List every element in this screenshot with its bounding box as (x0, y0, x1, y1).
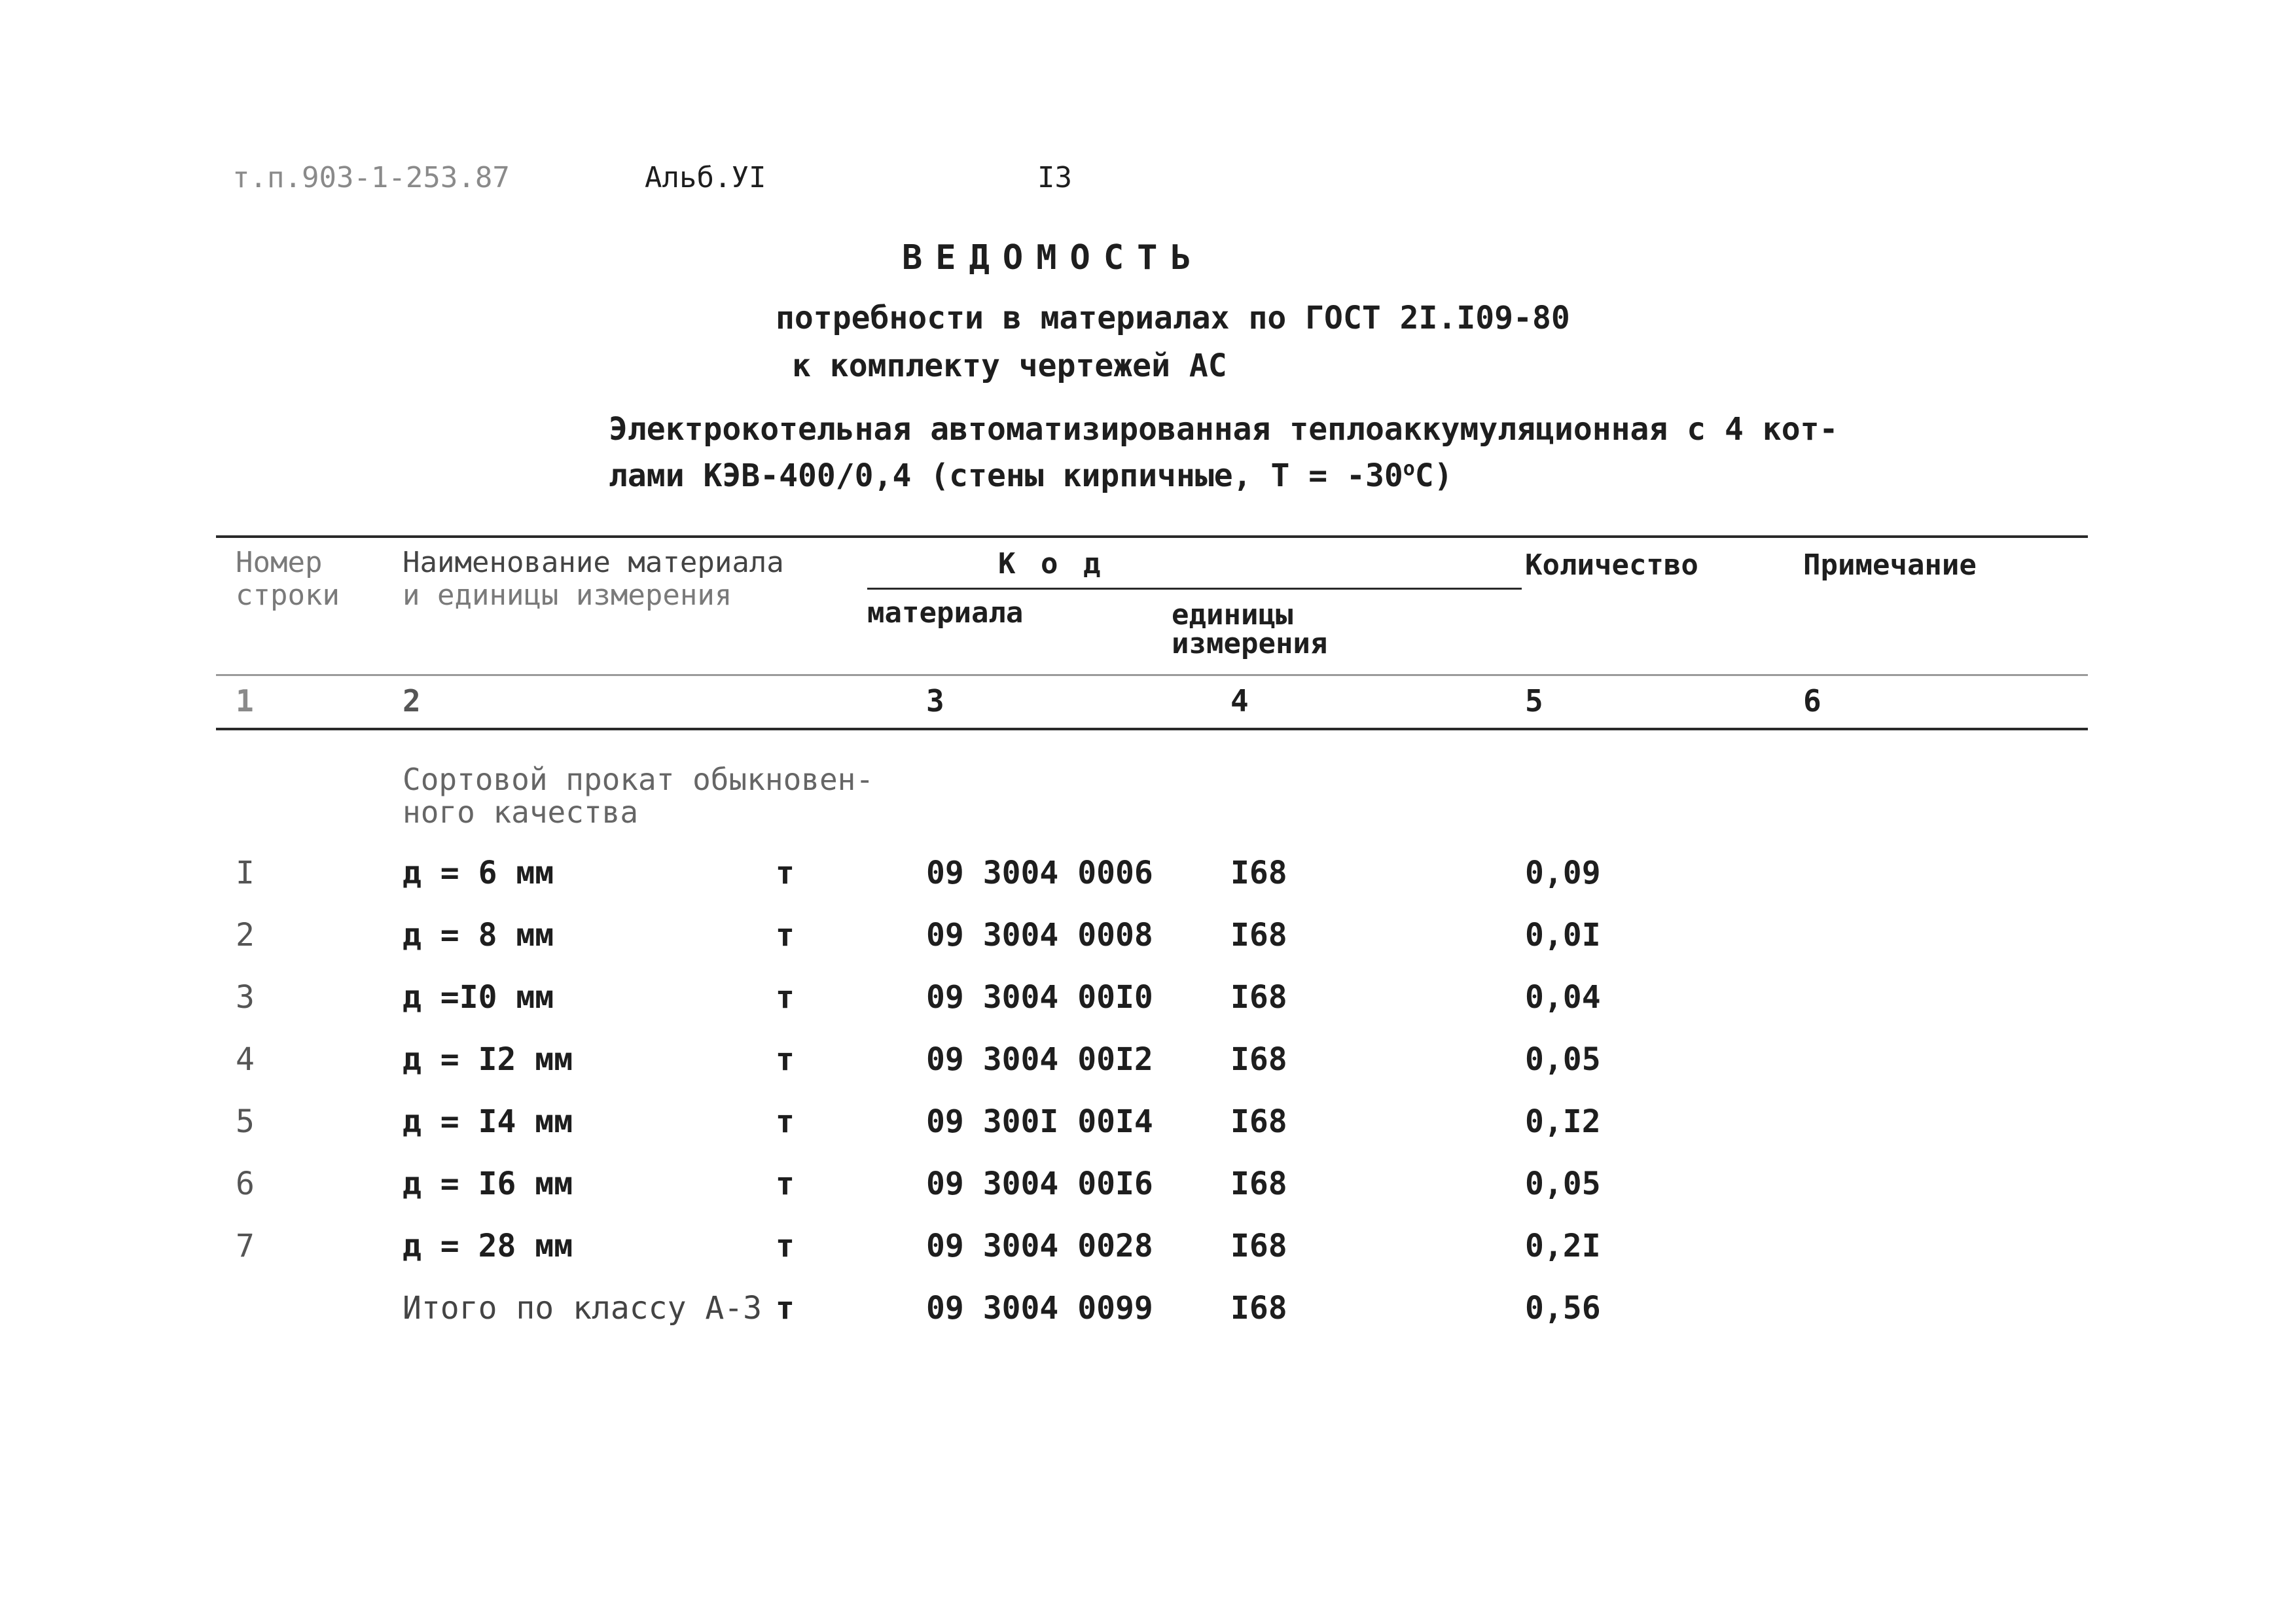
object-description-line2 (609, 457, 1453, 494)
object-line2-prefix: лами КЭВ-400/0,4 (стены кирпичные, Т = -30 (609, 457, 1403, 494)
column-number-5: 5 (1525, 683, 1543, 719)
quantity: 0,I2 (1525, 1103, 1601, 1140)
row-number: 7 (236, 1228, 255, 1264)
section-title-line2: ного качества (403, 794, 639, 830)
total-unit-code: I68 (1230, 1290, 1287, 1327)
page-title: ВЕДОМОСТЬ (902, 238, 1204, 277)
page-number: I3 (1037, 161, 1072, 194)
material-code: 09 3004 0008 (926, 917, 1153, 954)
header-name-line2: и единицы измерения (403, 579, 732, 612)
material-name: д = 8 мм (403, 917, 554, 954)
material-name: д = I6 мм (403, 1166, 573, 1202)
material-code: 09 3004 0028 (926, 1228, 1153, 1264)
header-code: К о д (998, 547, 1105, 580)
unit: т (776, 979, 795, 1016)
unit-code: I68 (1230, 1103, 1287, 1140)
quantity: 0,0I (1525, 917, 1601, 954)
column-number-1: 1 (236, 683, 254, 719)
quantity: 0,04 (1525, 979, 1601, 1016)
header-code-unit-line2: измерения (1172, 627, 1328, 660)
row-number: 5 (236, 1103, 255, 1140)
quantity: 0,09 (1525, 855, 1601, 891)
material-code: 09 3004 00I0 (926, 979, 1153, 1016)
unit-code: I68 (1230, 1228, 1287, 1264)
unit-code: I68 (1230, 917, 1287, 954)
section-title-line1: Сортовой прокат обыкновен- (403, 762, 874, 797)
object-line2-suffix: С) (1414, 457, 1453, 494)
material-code: 09 3004 00I6 (926, 1166, 1153, 1202)
quantity: 0,05 (1525, 1041, 1601, 1078)
quantity: 0,05 (1525, 1166, 1601, 1202)
material-name: д =I0 мм (403, 979, 554, 1016)
column-number-3: 3 (926, 683, 944, 719)
object-description-line1: Электрокотельная автоматизированная теплоаккумуляционная с 4 кот- (609, 411, 1839, 448)
row-number: 2 (236, 917, 255, 954)
unit: т (776, 1228, 795, 1264)
quantity: 0,2I (1525, 1228, 1601, 1264)
column-number-2: 2 (403, 683, 421, 719)
album-label: Альб.УI (645, 161, 766, 194)
table-top-rule (216, 535, 2088, 538)
header-note: Примечание (1803, 548, 1977, 582)
header-quantity: Количество (1525, 548, 1698, 582)
material-name: д = 6 мм (403, 855, 554, 891)
title-subtitle-line1: потребности в материалах по ГОСТ 2I.I09-80 (776, 300, 1570, 336)
row-number: 4 (236, 1041, 255, 1078)
unit-code: I68 (1230, 855, 1287, 891)
material-name: д = I2 мм (403, 1041, 573, 1078)
unit: т (776, 1103, 795, 1140)
unit-code: I68 (1230, 1041, 1287, 1078)
title-subtitle-line2: к комплекту чертежей АС (792, 348, 1227, 384)
unit-code: I68 (1230, 1166, 1287, 1202)
degree-sign: o (1403, 457, 1415, 480)
total-quantity: 0,56 (1525, 1290, 1601, 1327)
column-number-6: 6 (1803, 683, 1821, 719)
header-code-material: материала (867, 596, 1024, 630)
material-name: д = I4 мм (403, 1103, 573, 1140)
row-number: 3 (236, 979, 255, 1016)
row-number: 6 (236, 1166, 255, 1202)
column-number-4: 4 (1230, 683, 1249, 719)
total-material-code: 09 3004 0099 (926, 1290, 1153, 1327)
header-code-unit-line1: единицы (1172, 598, 1293, 632)
total-unit: т (776, 1290, 795, 1327)
material-code: 09 3004 0006 (926, 855, 1153, 891)
total-label: Итого по классу А-3 (403, 1290, 762, 1327)
unit: т (776, 1166, 795, 1202)
unit-code: I68 (1230, 979, 1287, 1016)
unit: т (776, 1041, 795, 1078)
material-name: д = 28 мм (403, 1228, 573, 1264)
code-group-rule (867, 588, 1522, 590)
header-name-line1: Наименование материала (403, 546, 784, 579)
material-code: 09 3004 00I2 (926, 1041, 1153, 1078)
document-code: т.п.903-1-253.87 (232, 161, 510, 194)
material-code: 09 300I 00I4 (926, 1103, 1153, 1140)
row-number: I (236, 855, 255, 891)
header-bottom-rule (216, 674, 2088, 676)
unit: т (776, 855, 795, 891)
column-numbers-bottom-rule (216, 728, 2088, 730)
header-row-no-line1: Номер (236, 546, 323, 579)
header-row-no-line2: строки (236, 579, 340, 612)
unit: т (776, 917, 795, 954)
